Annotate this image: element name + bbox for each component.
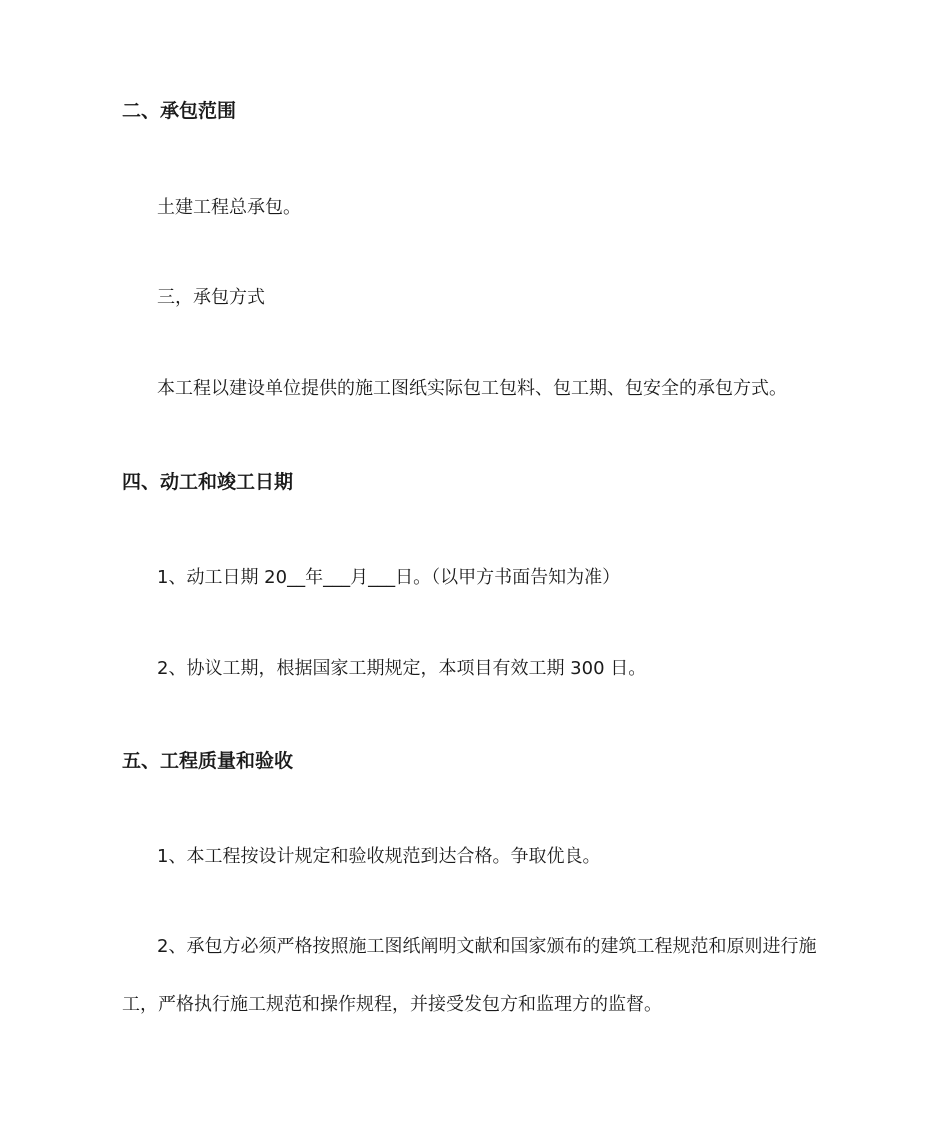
section-heading-dates: 四、动工和竣工日期 xyxy=(122,471,294,493)
paragraph-contract-method-title: 三，承包方式 xyxy=(157,287,265,308)
paragraph-duration: 2、协议工期，根据国家工期规定，本项目有效工期 300 日。 xyxy=(157,658,647,679)
section-heading-scope: 二、承包范围 xyxy=(122,100,237,122)
paragraph-quality-standard: 1、本工程按设计规定和验收规范到达合格。争取优良。 xyxy=(157,846,601,867)
paragraph-start-date: 1、动工日期 20__年___月___日。（以甲方书面告知为准） xyxy=(157,567,621,588)
paragraph-scope-text: 土建工程总承包。 xyxy=(157,197,301,218)
paragraph-contract-method-text: 本工程以建设单位提供的施工图纸实际包工包料、包工期、包安全的承包方式。 xyxy=(157,378,787,399)
paragraph-compliance-line1: 2、承包方必须严格按照施工图纸阐明文献和国家颁布的建筑工程规范和原则进行施 xyxy=(157,936,817,957)
paragraph-compliance-line2: 工，严格执行施工规范和操作规程，并接受发包方和监理方的监督。 xyxy=(122,994,662,1015)
section-heading-quality: 五、工程质量和验收 xyxy=(122,750,294,772)
